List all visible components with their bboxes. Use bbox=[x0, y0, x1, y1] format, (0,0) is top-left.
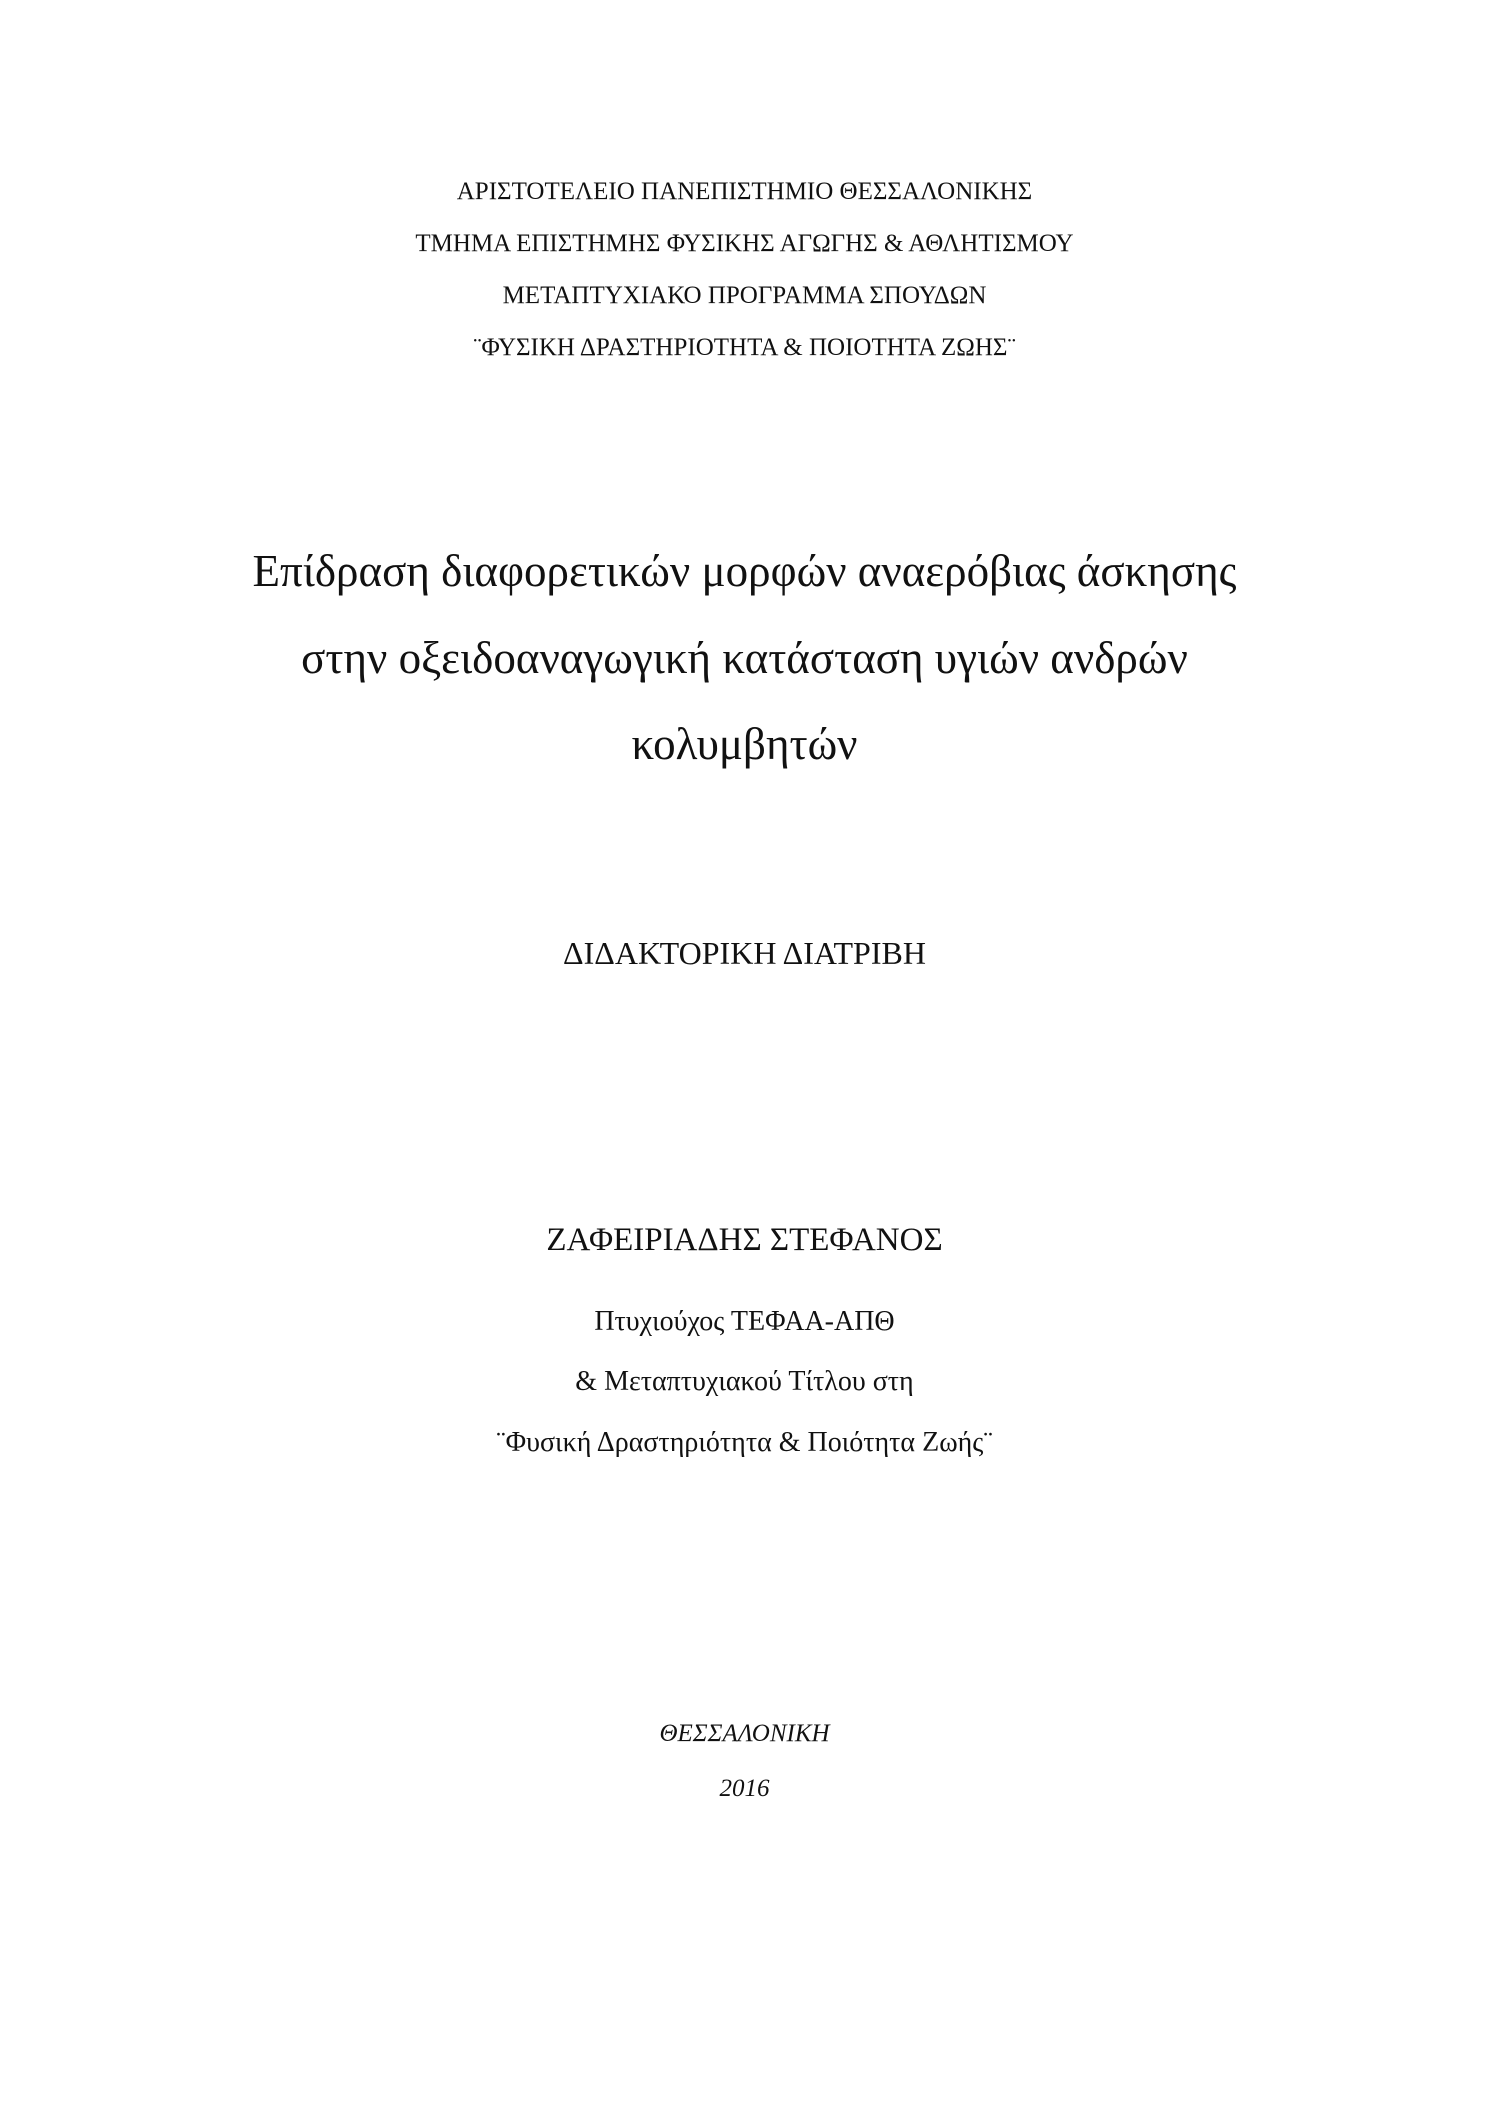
department-name: ΤΜΗΜΑ ΕΠΙΣΤΗΜΗΣ ΦΥΣΙΚΗΣ ΑΓΩΓΗΣ & ΑΘΛΗΤΙΣΜΟΥ bbox=[415, 230, 1074, 257]
thesis-title-line-2: στην οξειδοαναγωγική κατάσταση υγιών ανδρών bbox=[301, 633, 1188, 683]
document-type: ΔΙΔΑΚΤΟΡΙΚΗ ΔΙΑΤΡΙΒΗ bbox=[563, 935, 926, 971]
author-credential-3: ¨Φυσική Δραστηριότητα & Ποιότητα Ζωής¨ bbox=[496, 1427, 993, 1458]
author-credential-1: Πτυχιούχος ΤΕΦΑΑ-ΑΠΘ bbox=[594, 1306, 895, 1337]
program-label: ΜΕΤΑΠΤΥΧΙΑΚΟ ΠΡΟΓΡΑΜΜΑ ΣΠΟΥΔΩΝ bbox=[502, 282, 987, 309]
program-name: ¨ΦΥΣΙΚΗ ΔΡΑΣΤΗΡΙΟΤΗΤΑ & ΠΟΙΟΤΗΤΑ ΖΩΗΣ¨ bbox=[473, 334, 1016, 361]
author-name: ΖΑΦΕΙΡΙΑΔΗΣ ΣΤΕΦΑΝΟΣ bbox=[546, 1222, 943, 1258]
city: ΘΕΣΣΑΛΟΝΙΚΗ bbox=[659, 1720, 830, 1747]
thesis-title-line-1: Επίδραση διαφορετικών μορφών αναερόβιας άσκησης bbox=[252, 546, 1237, 596]
thesis-title-line-3: κολυμβητών bbox=[631, 719, 858, 769]
university-name: ΑΡΙΣΤΟΤΕΛΕΙΟ ΠΑΝΕΠΙΣΤΗΜΙΟ ΘΕΣΣΑΛΟΝΙΚΗΣ bbox=[456, 178, 1033, 205]
author-credential-2: & Μεταπτυχιακού Τίτλου στη bbox=[575, 1366, 914, 1397]
year: 2016 bbox=[719, 1775, 770, 1802]
